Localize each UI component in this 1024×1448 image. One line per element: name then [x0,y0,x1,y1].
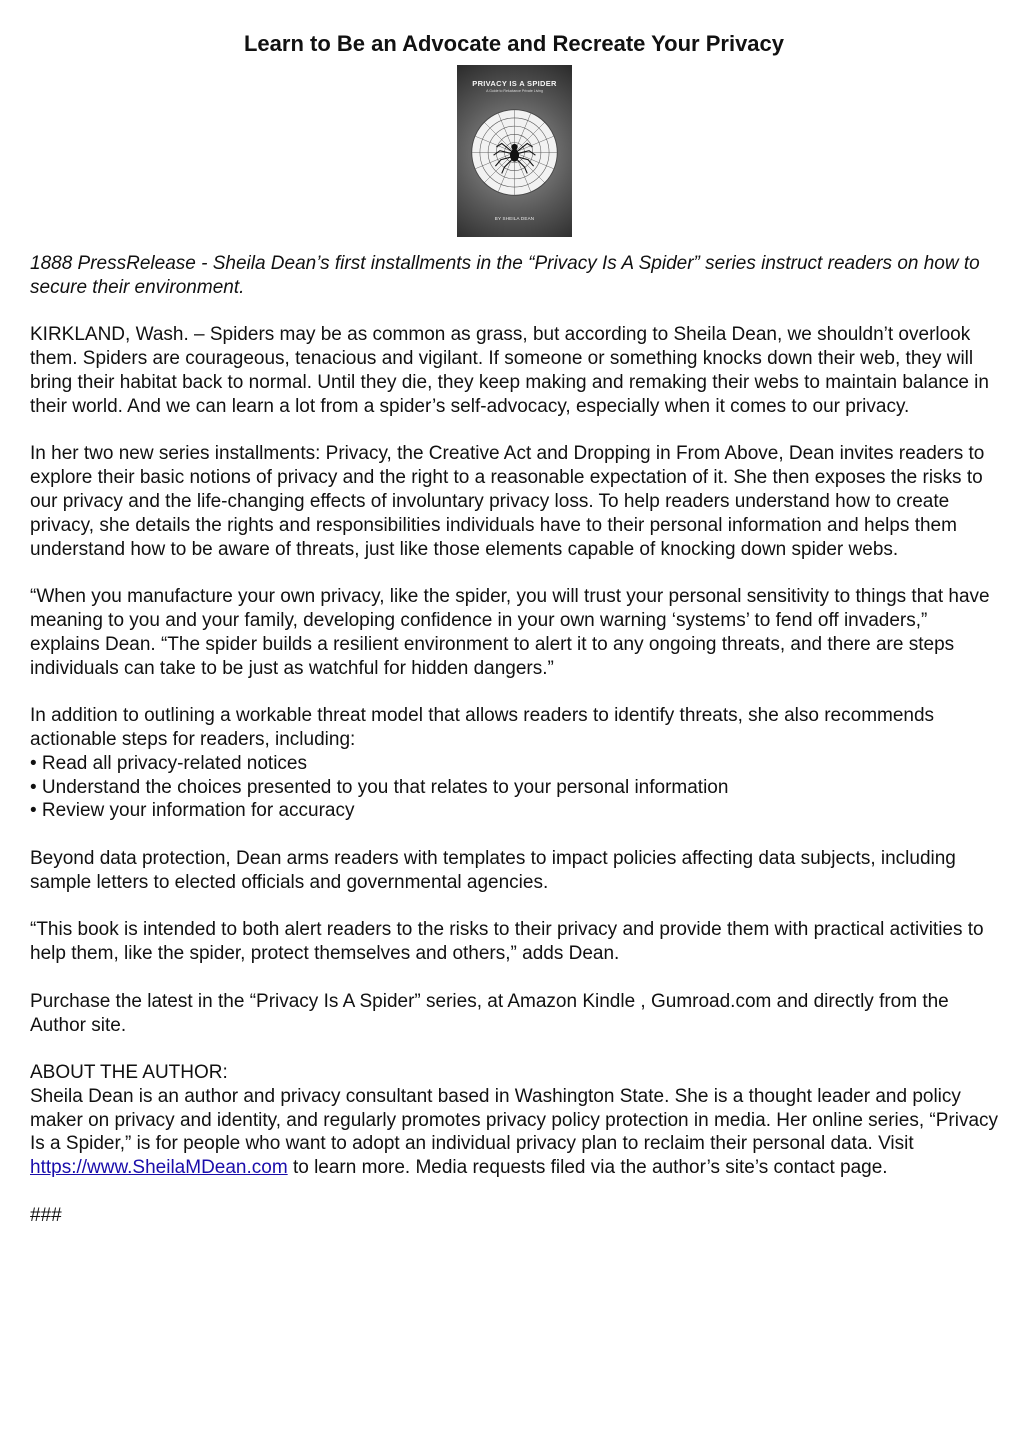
paragraph-2: In her two new series installments: Privacy, the Creative Act and Dropping in From Above, Dean invites readers to explore their basic notions of privacy and the right to a reasonable expectation of it. She then exposes the risks to our privacy and the life-changing effects of involuntary privacy loss. To help readers understand how to create privacy, she details the rights and responsibilities individuals have to their personal information and helps them understand how to be aware of threats, just like those elements capable of knocking down spider webs. [30,443,985,560]
author-website-link[interactable]: https://www.SheilaMDean.com [30,1157,288,1179]
paragraph-4: In addition to outlining a workable threat model that allows readers to identify threats, she also recommends actionable steps for readers, including: [30,705,935,750]
paragraph-6: “This book is intended to both alert readers to the risks to their privacy and provide them with practical activities to help them, like the spider, protect themselves and others,” adds Dean. [30,919,984,965]
end-mark: ### [30,1204,62,1226]
lede-paragraph: 1888 PressRelease - Sheila Dean’s first installments in the “Privacy Is A Spider” series instruct readers on how to secure their environment. [30,253,980,298]
book-cover-image [457,65,572,237]
cover-author: BY SHEILA DEAN [494,216,535,221]
about-author-paragraph [30,1085,1002,1180]
recommendations-list [30,752,1002,823]
about-text-after-link: to learn more. Media requests filed via the author’s site’s contact page. [287,1157,888,1179]
list-item: • Review your information for accuracy [30,800,355,822]
paragraph-1: KIRKLAND, Wash. – Spiders may be as common as grass, but according to Sheila Dean, we shouldn’t overlook them. Spiders are courageous, tenacious and vigilant. If someone or something knocks down their web, they will bring their habitat back to normal. Until they die, they keep making and remaking their webs to maintain balance in their world. And we can learn a lot from a spider’s self-advocacy, especially when it comes to our privacy. [30,324,989,417]
paragraph-7: Purchase the latest in the “Privacy Is A Spider” series, at Amazon Kindle , Gumroad.com and directly from the Author site. [30,990,949,1036]
about-author-heading: ABOUT THE AUTHOR: [30,1062,228,1084]
list-item: • Understand the choices presented to you that relates to your personal information [30,776,729,798]
page-title: Learn to Be an Advocate and Recreate Your Privacy [243,31,785,56]
paragraph-5: Beyond data protection, Dean arms readers with templates to impact policies affecting data subjects, including sample letters to elected officials and governmental agencies. [30,847,956,893]
article-body [30,252,1002,1251]
spider-web-icon [469,107,560,198]
list-item: • Read all privacy-related notices [30,752,308,774]
about-text-before-link: Sheila Dean is an author and privacy consultant based in Washington State. She is a thought leader and policy maker on privacy and identity, and regularly promotes privacy policy protection in media. Her online series, “Privacy Is a Spider,” is for people who want to adopt an individual privacy plan to reclaim their personal data. Visit [30,1085,999,1155]
cover-subtitle: A Guide to Reluctance Private Living [486,89,543,93]
cover-title: PRIVACY IS A SPIDER [472,79,557,88]
paragraph-3: “When you manufacture your own privacy, like the spider, you will trust your personal sensitivity to things that have meaning to you and your family, developing confidence in your own warning ‘systems’ to fend off invaders,” explains Dean. “The spider builds a resilient environment to alert it to any ongoing threats, and there are steps individuals can take to be just as watchful for hidden dangers.” [30,586,990,679]
